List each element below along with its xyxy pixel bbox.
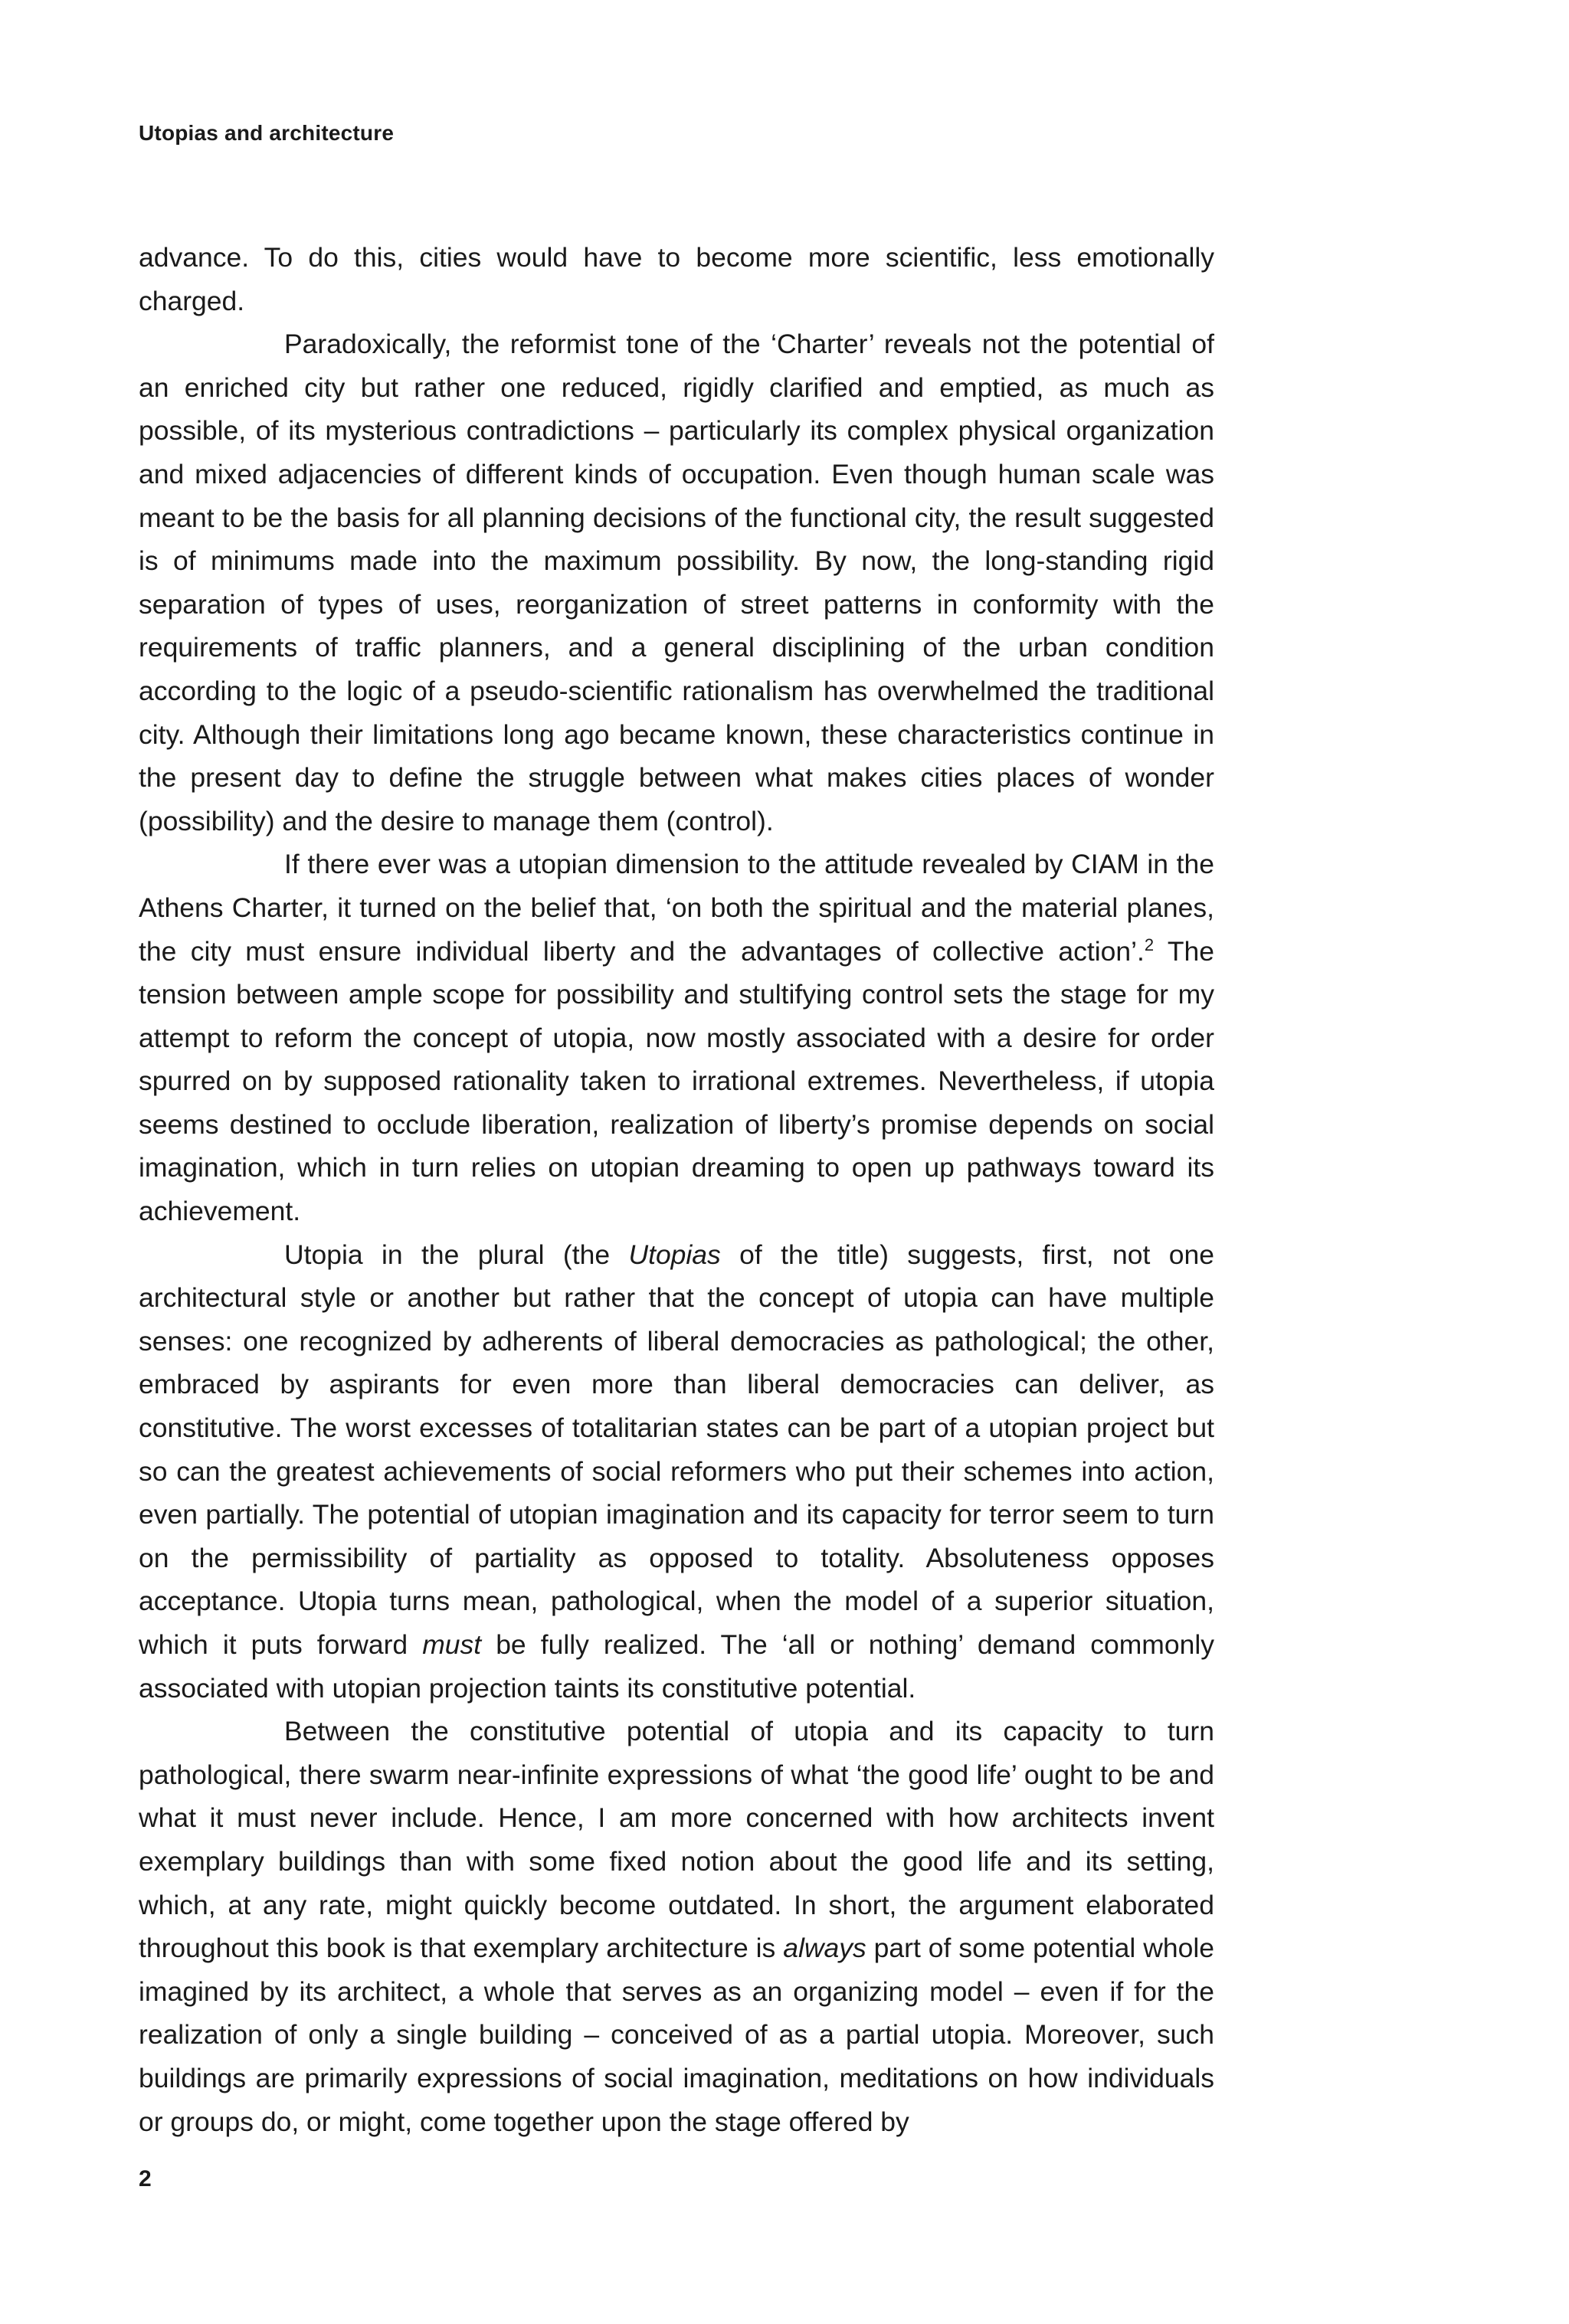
text-segment: of the title) suggests, first, not one architectural style or another but rather that the concept of utopia can have multiple senses: one recognized by adherents of liberal democracies as pathological; the other, embraced by aspirants for even more than liberal democracies can deliver, as constitutive. The worst excesses of totalitarian states can be part of a utopian project but so can the greatest achievements of social reformers who put their schemes into action, even partially. The potential of utopian imagination and its capacity for terror seem to turn on the permissibility of partiality as opposed to totality. Absoluteness opposes acceptance. Utopia turns mean, pathological, when the model of a superior situation, which it puts forward (139, 1239, 1214, 1660)
paragraph (139, 1233, 1214, 1710)
paragraph (139, 322, 1214, 843)
text-segment: part of some potential whole imagined by its architect, a whole that serves as an organizing model – even if for the realization of only a single building – conceived of as a partial utopia. Moreover, such buildings are primarily expressions of social imagination, meditations on how individuals or groups do, or might, come together upon the stage offered by (139, 1933, 1214, 2137)
text-segment: The tension between ample scope for possibility and stultifying control sets the stage for my attempt to reform the concept of utopia, now mostly associated with a desire for order spurred on by supposed rationality taken to irrational extremes. Nevertheless, if utopia seems destined to occlude liberation, realization of liberty’s promise depends on social imagination, which in turn relies on utopian dreaming to open up pathways toward its achievement. (139, 935, 1214, 1227)
page-number: 2 (139, 2166, 152, 2191)
paragraph (139, 843, 1214, 1232)
paragraph (139, 1710, 1214, 2143)
paragraph (139, 236, 1214, 322)
text-segment: If there ever was a utopian dimension to the attitude revealed by CIAM in the Athens Charter, it turned on the belief that, ‘on both the spiritual and the material planes, the city must ensure individual liberty and the advantages of collective action’. (139, 849, 1214, 967)
footnote-ref: 2 (1144, 935, 1155, 954)
body-text (139, 236, 1214, 2143)
text-segment: advance. To do this, cities would have to become more scientific, less emotionally charged. (139, 242, 1214, 316)
running-head: Utopias and architecture (139, 121, 395, 145)
italic-text: always (783, 1933, 866, 1964)
text-segment: Utopia in the plural (the (284, 1239, 629, 1270)
text-segment: Between the constitutive potential of utopia and its capacity to turn pathological, there swarm near-infinite expressions of what ‘the good life’ ought to be and what it must never include. Hence, I am more concerned with how architects invent exemplary buildings than with some fixed notion about the good life and its setting, which, at any rate, might quickly become outdated. In short, the argument elaborated throughout this book is that exemplary architecture is (139, 1716, 1214, 1964)
text-segment: Paradoxically, the reformist tone of the ‘Charter’ reveals not the potential of an enriched city but rather one reduced, rigidly clarified and emptied, as much as possible, of its mysterious contradictions – particularly its complex physical organization and mixed adjacencies of different kinds of occupation. Even though human scale was meant to be the basis for all planning decisions of the functional city, the result suggested is of minimums made into the maximum possibility. By now, the long-standing rigid separation of types of uses, reorganization of street patterns in conformity with the requirements of traffic planners, and a general disciplining of the urban condition according to the logic of a pseudo-scientific rationalism has overwhelmed the traditional city. Although their limitations long ago became known, these characteristics continue in the present day to define the struggle between what makes cities places of wonder (possibility) and the desire to manage them (control). (139, 329, 1214, 836)
italic-text: Utopias (628, 1239, 721, 1270)
italic-text: must (422, 1629, 482, 1660)
text-segment: be fully realized. The ‘all or nothing’ demand commonly associated with utopian projection taints its constitutive potential. (139, 1629, 1215, 1704)
